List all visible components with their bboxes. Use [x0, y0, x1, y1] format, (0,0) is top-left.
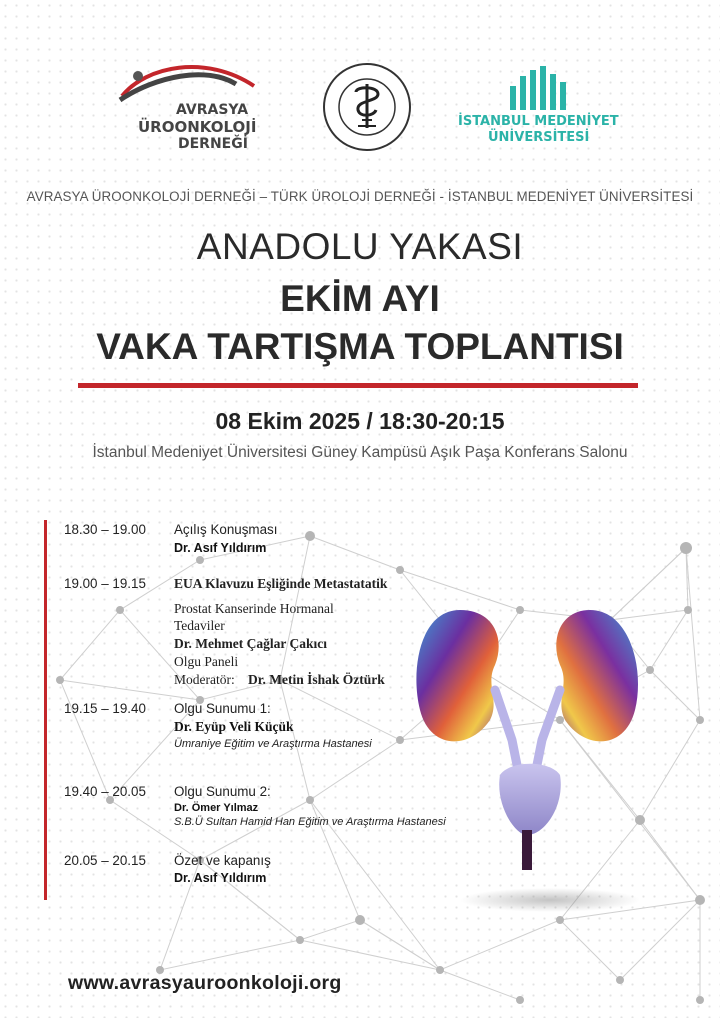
session5-time: 20.05 – 20.15	[64, 853, 146, 868]
session3-speaker: Dr. Eyüp Veli Küçük	[174, 719, 294, 734]
session2-speaker: Dr. Mehmet Çağlar Çakıcı	[174, 636, 327, 651]
avrasya-logo-line3: DERNEĞİ	[178, 136, 248, 152]
event-datetime: 08 Ekim 2025 / 18:30-20:15	[215, 408, 505, 434]
title-line1: ANADOLU YAKASI	[196, 226, 524, 267]
imu-logo-line2: ÜNİVERSİTESİ	[488, 130, 590, 145]
session4-title: Olgu Sunumu 2:	[174, 784, 271, 799]
session4-speaker: Dr. Ömer Yılmaz	[174, 802, 259, 814]
session1-speaker: Dr. Asıf Yıldırım	[174, 541, 267, 555]
session3-time: 19.15 – 19.40	[64, 701, 146, 716]
title-line2: EKİM AYI	[280, 278, 440, 319]
imu-logo-line1: İSTANBUL MEDENİYET	[458, 114, 619, 129]
session3-institution: Ümraniye Eğitim ve Araştırma Hastanesi	[174, 738, 372, 750]
swoosh-icon	[116, 56, 266, 106]
session1-title: Açılış Konuşması	[174, 522, 278, 537]
turk-uroloji-dernegi-seal	[322, 62, 412, 152]
avrasya-logo-line2: ÜROONKOLOJİ	[138, 118, 257, 136]
website-link[interactable]: www.avrasyauroonkoloji.org	[68, 972, 342, 994]
session4-institution: S.B.Ü Sultan Hamid Han Eğitim ve Araştırma Hastanesi	[174, 816, 446, 828]
avrasya-uroonkoloji-logo	[116, 56, 266, 156]
title-line3: VAKA TARTIŞMA TOPLANTISI	[96, 326, 624, 367]
avrasya-logo-line1: AVRASYA	[176, 102, 249, 118]
session3-title: Olgu Sunumu 1:	[174, 701, 271, 716]
session2-title-line2: Prostat Kanserinde Hormanal	[174, 601, 334, 616]
session2-moderator-label: Moderatör:	[174, 672, 235, 687]
event-venue: İstanbul Medeniyet Üniversitesi Güney Kampüsü Aşık Paşa Konferans Salonu	[92, 444, 628, 461]
session5-title: Özet ve kapanış	[174, 853, 271, 868]
seal-icon	[322, 62, 412, 152]
session2-title: EUA Klavuzu Eşliğinde Metastatatik	[174, 576, 388, 591]
session2-panel: Olgu Paneli	[174, 654, 239, 669]
title-divider	[78, 383, 638, 388]
session2-time: 19.00 – 19.15	[64, 576, 146, 591]
imu-bars-icon	[508, 66, 572, 110]
session2-title-line3: Tedaviler	[174, 618, 225, 633]
session4-time: 19.40 – 20.05	[64, 784, 146, 799]
session5-speaker: Dr. Asıf Yıldırım	[174, 871, 267, 885]
organizers-line: AVRASYA ÜROONKOLOJİ DERNEĞİ – TÜRK ÜROLOJİ DERNEĞİ - İSTANBUL MEDENİYET ÜNİVERSİTESİ	[26, 189, 694, 204]
session2-moderator: Dr. Metin İshak Öztürk	[248, 672, 385, 687]
session1-time: 18.30 – 19.00	[64, 522, 146, 537]
program-accent-bar	[44, 520, 47, 900]
kidney-illustration	[400, 590, 650, 920]
istanbul-medeniyet-universitesi-logo	[458, 66, 628, 156]
